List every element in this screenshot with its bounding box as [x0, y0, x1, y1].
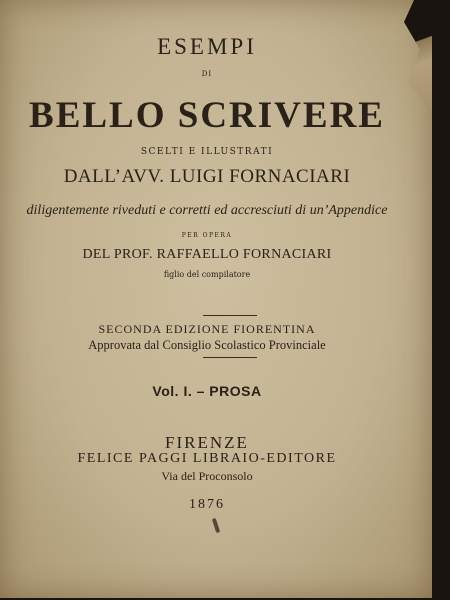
ink-mark — [212, 518, 220, 534]
divider-bottom — [203, 357, 257, 358]
title-di: DI — [201, 70, 213, 78]
address-line: Via del Proconsolo — [161, 469, 253, 483]
title-esempi: ESEMPI — [157, 34, 257, 59]
year-line: 1876 — [189, 497, 225, 512]
publisher-line: FELICE PAGGI LIBRAIO-EDITORE — [77, 451, 337, 466]
scelti-line: SCELTI E ILLUSTRATI — [140, 147, 274, 157]
reviser-note: figlio del compilatore — [163, 270, 251, 279]
edition-line: SECONDA EDIZIONE FIORENTINA — [98, 322, 316, 336]
author-line: DALL’AVV. LUIGI FORNACIARI — [63, 166, 351, 187]
reviser-line: DEL PROF. RAFFAELLO FORNACIARI — [82, 247, 332, 262]
revision-line: diligentemente riveduti e corretti ed accresciuti di un’Appendice — [26, 203, 388, 218]
main-title: BELLO SCRIVERE — [29, 95, 385, 136]
divider-top — [203, 315, 257, 316]
city-line: FIRENZE — [165, 433, 249, 452]
volume-line: Vol. I. – PROSA — [152, 383, 262, 399]
approval-line: Approvata dal Consiglio Scolastico Provinciale — [88, 338, 326, 352]
per-opera-line: PER OPERA — [181, 232, 233, 239]
